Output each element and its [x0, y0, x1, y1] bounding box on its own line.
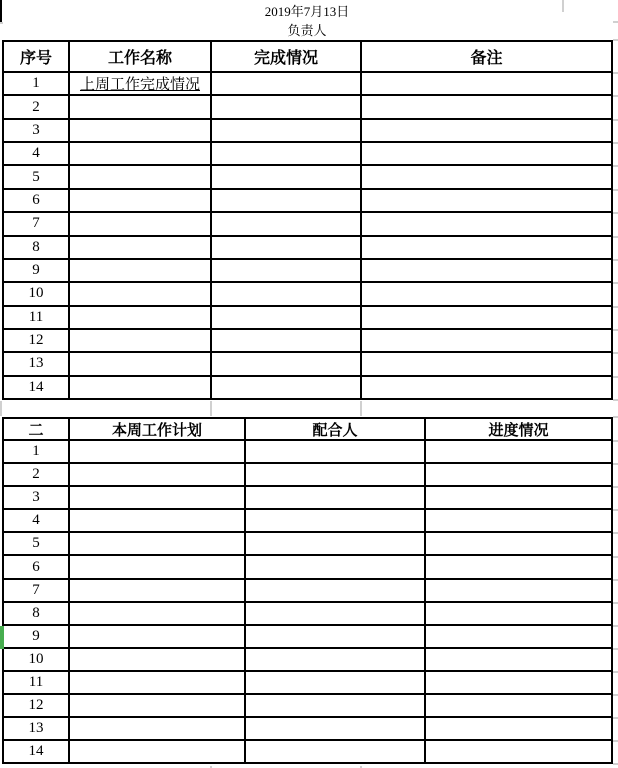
t2-row9-progress-cell[interactable]: [426, 626, 611, 647]
t1-row1-num-cell[interactable]: 1: [4, 73, 68, 94]
t1-row12-name-cell[interactable]: [70, 330, 210, 351]
t1-row6-num-cell[interactable]: 6: [4, 190, 68, 211]
t2-row13-plan-cell[interactable]: [70, 718, 244, 739]
t2-row11-num-cell[interactable]: 11: [4, 672, 68, 693]
t2-row4-num-cell[interactable]: 4: [4, 510, 68, 531]
t2-row1-plan-cell[interactable]: [70, 441, 244, 462]
t2-row7-plan-cell[interactable]: [70, 580, 244, 601]
t1-row8-name-cell[interactable]: [70, 237, 210, 258]
t1-row5-num-cell[interactable]: 5: [4, 166, 68, 187]
t1-row7-status-cell[interactable]: [212, 213, 360, 234]
table2-header-progress[interactable]: 进度情况: [426, 419, 611, 439]
gridline-stub: [613, 717, 618, 719]
t2-row5-partner-cell[interactable]: [246, 533, 424, 554]
t2-row3-plan-cell[interactable]: [70, 487, 244, 508]
t2-row11-progress-cell[interactable]: [426, 672, 611, 693]
t2-row9-num-cell[interactable]: 9: [4, 626, 68, 647]
t1-row3-note-cell[interactable]: [362, 120, 611, 141]
supervisor-cell[interactable]: 负责人: [287, 23, 327, 38]
gridline-stub: [613, 416, 618, 418]
t1-row2-status-cell[interactable]: [212, 96, 360, 117]
gridline-stub: [613, 579, 618, 581]
t1-row4-status-cell[interactable]: [212, 143, 360, 164]
t1-row14-name-cell[interactable]: [70, 377, 210, 398]
gridline-stub: [613, 763, 618, 765]
t2-row4-progress-cell[interactable]: [426, 510, 611, 531]
gridline-stub: [613, 165, 618, 167]
t1-row3-num-cell[interactable]: 3: [4, 120, 68, 141]
t2-row1-partner-cell[interactable]: [246, 441, 424, 462]
table1-header-work-name[interactable]: 工作名称: [70, 42, 210, 71]
this-week-table: [2, 417, 613, 764]
gridline-stub: [613, 463, 618, 465]
t1-row4-note-cell[interactable]: [362, 143, 611, 164]
t1-row11-name-cell[interactable]: [70, 307, 210, 328]
t1-row13-name-cell[interactable]: [70, 353, 210, 374]
t1-row1-status-cell[interactable]: [212, 73, 360, 94]
gridline-stub: [613, 376, 618, 378]
t2-row2-partner-cell[interactable]: [246, 464, 424, 485]
gridline-stub: [613, 556, 618, 558]
t2-row14-num-cell[interactable]: 14: [4, 741, 68, 762]
gridline-stub: [613, 329, 618, 331]
gridline-stub: [613, 212, 618, 214]
table1-header-remarks[interactable]: 备注: [362, 42, 611, 71]
t1-row1-name-cell[interactable]: 上周工作完成情况: [70, 73, 210, 94]
t2-row6-partner-cell[interactable]: [246, 556, 424, 577]
gridline-stub: [613, 236, 618, 238]
t2-row2-num-cell[interactable]: 2: [4, 464, 68, 485]
t1-row9-status-cell[interactable]: [212, 260, 360, 281]
table2-header-section[interactable]: 二: [4, 419, 68, 439]
gridline-stub: [613, 259, 618, 261]
gridline-stub: [0, 401, 2, 416]
t2-row12-plan-cell[interactable]: [70, 695, 244, 716]
t1-row7-name-cell[interactable]: [70, 213, 210, 234]
t1-row8-note-cell[interactable]: [362, 237, 611, 258]
gridline-stub: [613, 306, 618, 308]
t2-row3-partner-cell[interactable]: [246, 487, 424, 508]
gridline-stub: [613, 532, 618, 534]
t1-row10-num-cell[interactable]: 10: [4, 283, 68, 304]
t2-row3-progress-cell[interactable]: [426, 487, 611, 508]
t2-row7-num-cell[interactable]: 7: [4, 580, 68, 601]
t1-row6-name-cell[interactable]: [70, 190, 210, 211]
table1-header-serial[interactable]: 序号: [4, 42, 68, 71]
t2-row6-num-cell[interactable]: 6: [4, 556, 68, 577]
t1-row5-name-cell[interactable]: [70, 166, 210, 187]
t1-row2-num-cell[interactable]: 2: [4, 96, 68, 117]
t2-row4-plan-cell[interactable]: [70, 510, 244, 531]
t1-row10-status-cell[interactable]: [212, 283, 360, 304]
t2-row6-plan-cell[interactable]: [70, 556, 244, 577]
t2-row8-partner-cell[interactable]: [246, 603, 424, 624]
last-week-table: [2, 40, 613, 400]
t2-row10-num-cell[interactable]: 10: [4, 649, 68, 670]
gridline-stub: [613, 740, 618, 742]
t2-row5-plan-cell[interactable]: [70, 533, 244, 554]
gridline-stub: [613, 671, 618, 673]
t2-row8-plan-cell[interactable]: [70, 603, 244, 624]
t1-row8-status-cell[interactable]: [212, 237, 360, 258]
t2-row8-num-cell[interactable]: 8: [4, 603, 68, 624]
t1-row11-note-cell[interactable]: [362, 307, 611, 328]
t2-row10-partner-cell[interactable]: [246, 649, 424, 670]
report-date-cell[interactable]: 2019年7月13日: [264, 4, 350, 19]
t2-row9-plan-cell[interactable]: [70, 626, 244, 647]
gridline-stub: [613, 119, 618, 121]
t2-row1-progress-cell[interactable]: [426, 441, 611, 462]
t1-row6-note-cell[interactable]: [362, 190, 611, 211]
t1-row5-note-cell[interactable]: [362, 166, 611, 187]
t2-row9-partner-cell[interactable]: [246, 626, 424, 647]
t2-row6-progress-cell[interactable]: [426, 556, 611, 577]
t1-row12-num-cell[interactable]: 12: [4, 330, 68, 351]
t2-row13-progress-cell[interactable]: [426, 718, 611, 739]
gridline-stub: [613, 21, 618, 23]
t2-row10-plan-cell[interactable]: [70, 649, 244, 670]
t2-row5-progress-cell[interactable]: [426, 533, 611, 554]
t2-row10-progress-cell[interactable]: [426, 649, 611, 670]
t2-row4-partner-cell[interactable]: [246, 510, 424, 531]
t1-row14-num-cell[interactable]: 14: [4, 377, 68, 398]
t2-row1-num-cell[interactable]: 1: [4, 441, 68, 462]
t1-row2-name-cell[interactable]: [70, 96, 210, 117]
gridline-stub: [613, 486, 618, 488]
t2-row12-progress-cell[interactable]: [426, 695, 611, 716]
gridline-stub: [613, 95, 618, 97]
t2-row14-progress-cell[interactable]: [426, 741, 611, 762]
t1-row7-num-cell[interactable]: 7: [4, 213, 68, 234]
t2-row3-num-cell[interactable]: 3: [4, 487, 68, 508]
t1-row3-name-cell[interactable]: [70, 120, 210, 141]
gridline-stub: [613, 602, 618, 604]
t1-row7-note-cell[interactable]: [362, 213, 611, 234]
t1-row8-num-cell[interactable]: 8: [4, 237, 68, 258]
gridline-stub: [613, 39, 618, 41]
t1-row9-note-cell[interactable]: [362, 260, 611, 281]
gridline-stub: [613, 282, 618, 284]
table2-header-plan[interactable]: 本周工作计划: [70, 419, 244, 439]
t1-row4-num-cell[interactable]: 4: [4, 143, 68, 164]
t1-row6-status-cell[interactable]: [212, 190, 360, 211]
t2-row11-partner-cell[interactable]: [246, 672, 424, 693]
t2-row2-progress-cell[interactable]: [426, 464, 611, 485]
row-selection-indicator: [0, 626, 4, 649]
gridline-stub: [613, 189, 618, 191]
t2-row2-plan-cell[interactable]: [70, 464, 244, 485]
gridline-stub: [613, 72, 618, 74]
t2-row5-num-cell[interactable]: 5: [4, 533, 68, 554]
t1-row10-name-cell[interactable]: [70, 283, 210, 304]
gridline-stub: [613, 509, 618, 511]
t1-row4-name-cell[interactable]: [70, 143, 210, 164]
t1-row9-name-cell[interactable]: [70, 260, 210, 281]
gridline-stub: [613, 440, 618, 442]
t1-row14-note-cell[interactable]: [362, 377, 611, 398]
t2-row7-partner-cell[interactable]: [246, 580, 424, 601]
t2-row13-partner-cell[interactable]: [246, 718, 424, 739]
t2-row11-plan-cell[interactable]: [70, 672, 244, 693]
t2-row8-progress-cell[interactable]: [426, 603, 611, 624]
t1-row13-status-cell[interactable]: [212, 353, 360, 374]
gridline-stub: [613, 399, 618, 401]
t1-row11-status-cell[interactable]: [212, 307, 360, 328]
table2-header-partner[interactable]: 配合人: [246, 419, 424, 439]
t1-row13-num-cell[interactable]: 13: [4, 353, 68, 374]
gridline-stub: [613, 648, 618, 650]
t1-row11-num-cell[interactable]: 11: [4, 307, 68, 328]
t1-row9-num-cell[interactable]: 9: [4, 260, 68, 281]
t2-row14-plan-cell[interactable]: [70, 741, 244, 762]
t1-row13-note-cell[interactable]: [362, 353, 611, 374]
gridline-stub: [360, 401, 362, 416]
t1-row3-status-cell[interactable]: [212, 120, 360, 141]
gridline-stub: [613, 625, 618, 627]
gridline-stub: [613, 142, 618, 144]
t2-row14-partner-cell[interactable]: [246, 741, 424, 762]
t2-row7-progress-cell[interactable]: [426, 580, 611, 601]
gridline-stub: [210, 401, 212, 416]
t2-row12-partner-cell[interactable]: [246, 695, 424, 716]
t2-row13-num-cell[interactable]: 13: [4, 718, 68, 739]
gridline-stub: [613, 352, 618, 354]
t1-row10-note-cell[interactable]: [362, 283, 611, 304]
t1-row2-note-cell[interactable]: [362, 96, 611, 117]
t1-row1-note-cell[interactable]: [362, 73, 611, 94]
t1-row12-note-cell[interactable]: [362, 330, 611, 351]
t1-row5-status-cell[interactable]: [212, 166, 360, 187]
t1-row12-status-cell[interactable]: [212, 330, 360, 351]
t1-row14-status-cell[interactable]: [212, 377, 360, 398]
gridline-stub: [613, 694, 618, 696]
t2-row12-num-cell[interactable]: 12: [4, 695, 68, 716]
table1-header-completion[interactable]: 完成情况: [212, 42, 360, 71]
